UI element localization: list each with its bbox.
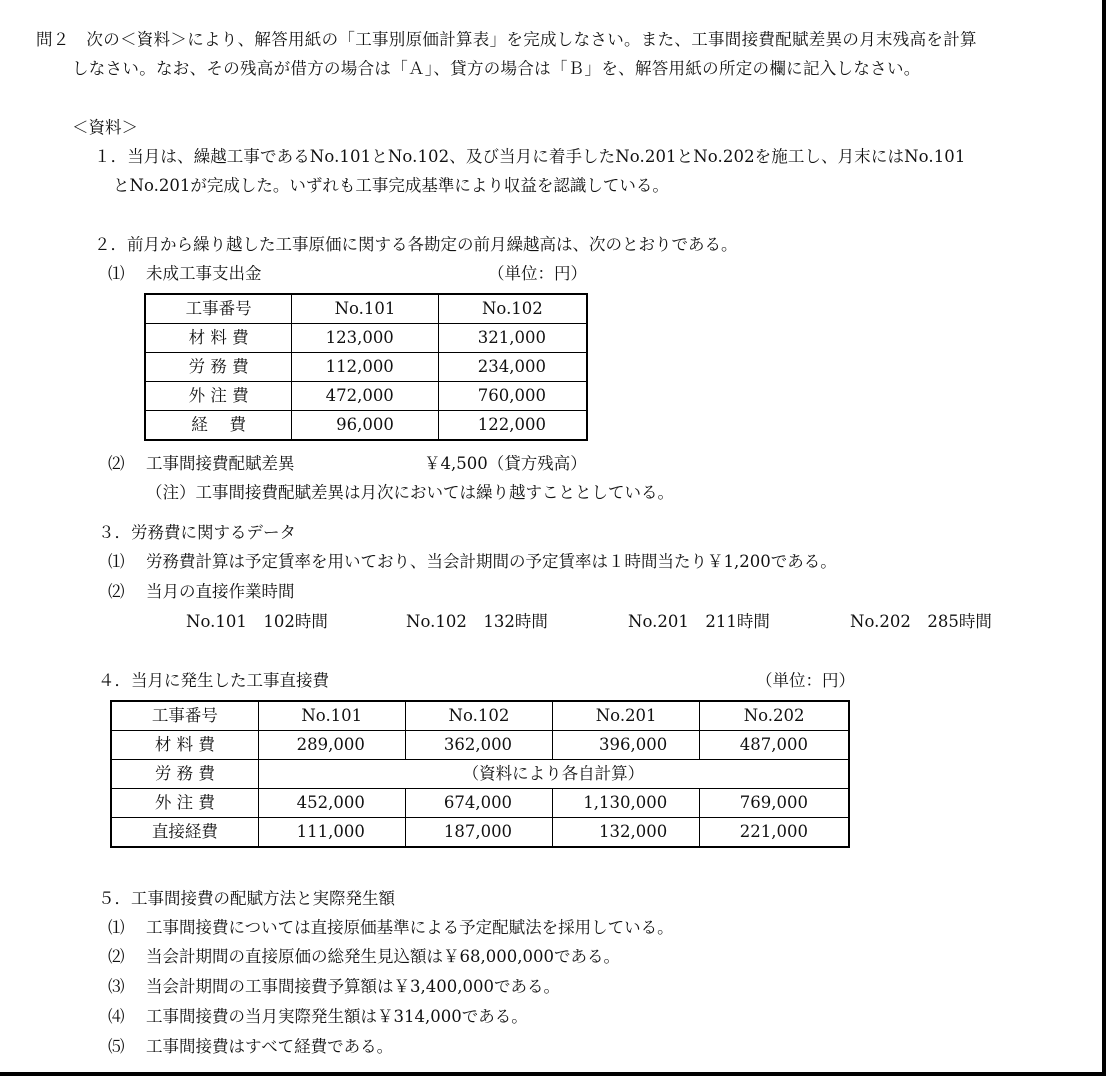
- section-5-item4-label: ⑷: [108, 1007, 125, 1026]
- table-header-cell: 工事番号: [145, 294, 292, 324]
- hours-no202: No.202 285時間: [850, 612, 992, 631]
- section-1-line-1: １．当月は、繰越工事であるNo.101とNo.102、及び当月に着手したNo.201とNo.202を施工し、月末にはNo.101: [94, 147, 966, 166]
- table-header-cell: No.102: [405, 701, 552, 731]
- row-label: 経 費: [145, 411, 292, 441]
- table-row: [145, 382, 587, 411]
- table-cell: 122,000: [438, 411, 587, 441]
- table-cell: 112,000: [292, 353, 439, 382]
- section-3-item1-label: ⑴: [108, 552, 125, 571]
- section-5-item2-label: ⑵: [108, 947, 125, 966]
- section-5-item5: 工事間接費はすべて経費である。: [146, 1037, 394, 1056]
- table-cell: 396,000: [553, 731, 700, 760]
- table-cell: 769,000: [700, 789, 849, 818]
- section-2-note: （注）工事間接費配賦差異は月次においては繰り越すこととしている。: [146, 483, 674, 502]
- table-header-cell: No.202: [700, 701, 849, 731]
- section-2-unit: （単位：円）: [488, 264, 587, 283]
- table-cell: 674,000: [405, 789, 552, 818]
- row-label: 材 料 費: [145, 324, 292, 353]
- section-2-heading: ２．前月から繰り越した工事原価に関する各勘定の前月繰越高は、次のとおりである。: [94, 235, 738, 254]
- table-cell: 487,000: [700, 731, 849, 760]
- section-1-line-2: とNo.201が完成した。いずれも工事完成基準により収益を認識している。: [113, 176, 669, 195]
- section-4-unit: （単位：円）: [756, 671, 855, 690]
- table-row: [111, 818, 849, 848]
- table-cell: 123,000: [292, 324, 439, 353]
- carryover-cost-table: [144, 293, 588, 441]
- section-5-item4: 工事間接費の当月実際発生額は￥314,000である。: [146, 1007, 528, 1026]
- row-label: 労 務 費: [111, 760, 258, 789]
- row-label: 外 注 費: [145, 382, 292, 411]
- table-cell: 111,000: [258, 818, 405, 848]
- question-line-1: 問２ 次の＜資料＞により、解答用紙の「工事別原価計算表」を完成しなさい。また、工事間接費配賦差異の月末残高を計算: [36, 30, 977, 49]
- table-cell: 132,000: [553, 818, 700, 848]
- row-label: 直接経費: [111, 818, 258, 848]
- section-5-item1: 工事間接費については直接原価基準による予定配賦法を採用している。: [146, 918, 674, 937]
- section-3-item1: 労務費計算は予定賃率を用いており、当会計期間の予定賃率は１時間当たり￥1,200である。: [146, 552, 837, 571]
- table-cell: 452,000: [258, 789, 405, 818]
- row-label: 労 務 費: [145, 353, 292, 382]
- table-cell: 760,000: [438, 382, 587, 411]
- table-cell: 362,000: [405, 731, 552, 760]
- labor-note-cell: （資料により各自計算）: [258, 760, 849, 789]
- table-cell: 187,000: [405, 818, 552, 848]
- section-2-sub1-label: ⑴: [108, 264, 125, 283]
- section-5-item3-label: ⑶: [108, 977, 125, 996]
- table-header-cell: 工事番号: [111, 701, 258, 731]
- section-5-item2: 当会計期間の直接原価の総発生見込額は￥68,000,000である。: [146, 947, 620, 966]
- section-3-item2: 当月の直接作業時間: [146, 582, 295, 601]
- table-row: [145, 324, 587, 353]
- table-header-row: [111, 701, 849, 731]
- table-header-cell: No.101: [258, 701, 405, 731]
- material-heading: ＜資料＞: [72, 118, 138, 137]
- table-cell: 221,000: [700, 818, 849, 848]
- table-cell: 1,130,000: [553, 789, 700, 818]
- table-row: [145, 411, 587, 441]
- section-2-sub2-label: ⑵: [108, 454, 125, 473]
- table-cell: 472,000: [292, 382, 439, 411]
- hours-no201: No.201 211時間: [628, 612, 770, 631]
- table-row: [111, 731, 849, 760]
- table-header-row: [145, 294, 587, 324]
- table-cell: 289,000: [258, 731, 405, 760]
- table-row: [145, 353, 587, 382]
- section-2-sub2-value: ￥4,500（貸方残高）: [424, 454, 587, 473]
- section-3-item2-label: ⑵: [108, 582, 125, 601]
- table-row: [111, 760, 849, 789]
- table-header-cell: No.201: [553, 701, 700, 731]
- table-cell: 321,000: [438, 324, 587, 353]
- section-5-heading: ５．工事間接費の配賦方法と実際発生額: [98, 889, 395, 908]
- table-cell: 234,000: [438, 353, 587, 382]
- table-header-cell: No.102: [438, 294, 587, 324]
- section-2-sub2-title: 工事間接費配賦差異: [146, 454, 295, 473]
- section-5-item1-label: ⑴: [108, 918, 125, 937]
- table-cell: 96,000: [292, 411, 439, 441]
- section-5-item5-label: ⑸: [108, 1037, 125, 1056]
- row-label: 外 注 費: [111, 789, 258, 818]
- table-row: [111, 789, 849, 818]
- section-3-heading: ３．労務費に関するデータ: [98, 523, 296, 542]
- table-header-cell: No.101: [292, 294, 439, 324]
- section-2-sub1-title: 未成工事支出金: [146, 264, 262, 283]
- section-4-heading: ４．当月に発生した工事直接費: [98, 671, 329, 690]
- hours-no101: No.101 102時間: [186, 612, 328, 631]
- direct-cost-table: [110, 700, 850, 848]
- section-5-item3: 当会計期間の工事間接費予算額は￥3,400,000である。: [146, 977, 560, 996]
- question-line-2: しなさい。なお、その残高が借方の場合は「Ａ」、貸方の場合は「Ｂ」を、解答用紙の所定の欄に記入しなさい。: [72, 59, 921, 78]
- row-label: 材 料 費: [111, 731, 258, 760]
- hours-no102: No.102 132時間: [406, 612, 548, 631]
